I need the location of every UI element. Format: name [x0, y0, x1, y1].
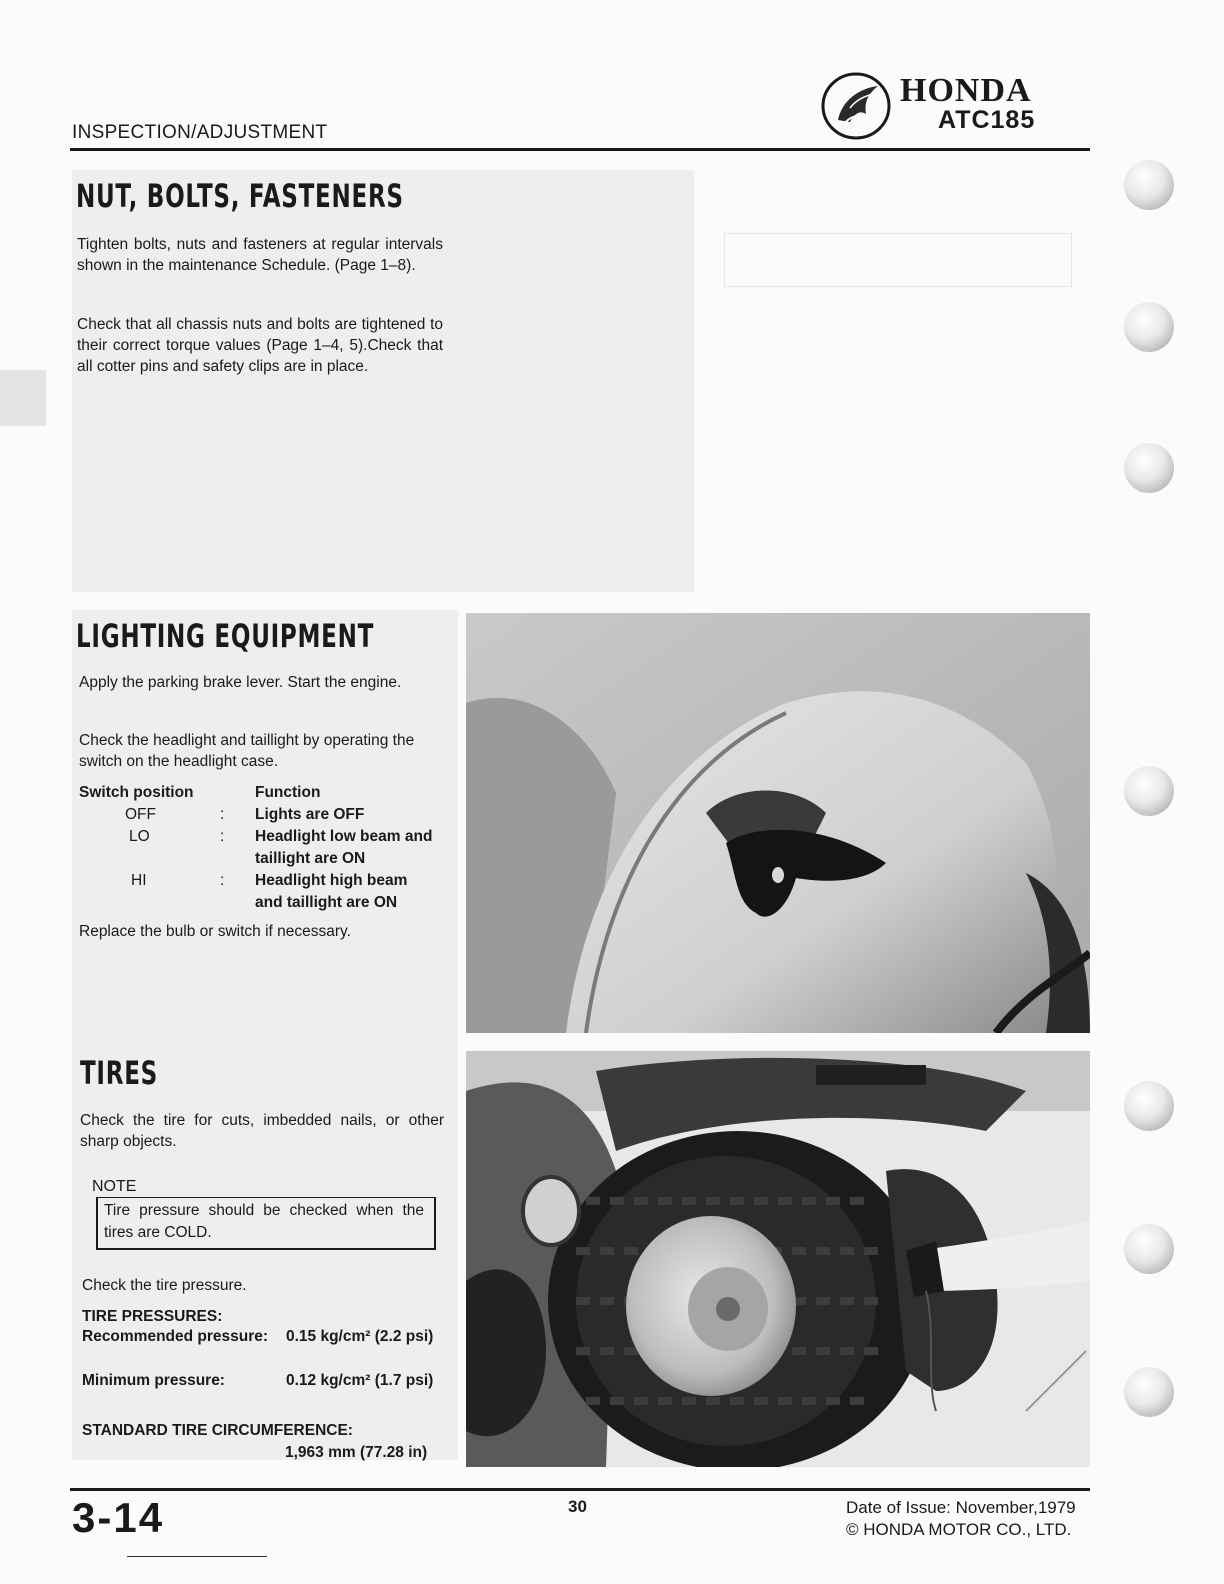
footer-rule [70, 1488, 1090, 1491]
switch-row-position: HI [131, 872, 147, 889]
brand-name: HONDA [900, 72, 1032, 109]
binder-hole [1124, 302, 1174, 352]
lighting-paragraph-1: Apply the parking brake lever. Start the engine. [79, 674, 402, 691]
switch-row-separator: : [220, 828, 225, 845]
lighting-replace-note: Replace the bulb or switch if necessary. [79, 923, 351, 940]
recommended-pressure-value: 0.15 kg/cm² (2.2 psi) [286, 1328, 434, 1345]
heading-lighting-equipment: LIGHTING EQUIPMENT [76, 617, 375, 655]
binder-hole [1124, 160, 1174, 210]
model-name: ATC185 [938, 106, 1036, 134]
nuts-paragraph-1: Tighten bolts, nuts and fasteners at regular intervals shown in the maintenance Schedule. (Page 1–8). [77, 236, 443, 274]
bleed-through-box [724, 233, 1072, 287]
binder-hole [1124, 1224, 1174, 1274]
lighting-paragraph-2: Check the headlight and taillight by operating the switch on the headlight case. [79, 732, 415, 770]
binder-hole [1124, 1367, 1174, 1417]
switch-row-separator: : [220, 806, 225, 823]
header-rule [70, 148, 1090, 151]
page-edge-tab [0, 370, 46, 426]
binder-hole [1124, 1081, 1174, 1131]
switch-row-function: Headlight high beam and taillight are ON [255, 872, 408, 911]
binder-hole [1124, 443, 1174, 493]
tires-check-pressure: Check the tire pressure. [82, 1277, 247, 1294]
switch-row-separator: : [220, 872, 225, 889]
switch-row-function: Lights are OFF [255, 806, 365, 823]
binder-hole [1124, 766, 1174, 816]
circumference-title: STANDARD TIRE CIRCUMFERENCE: [82, 1422, 353, 1439]
note-box [96, 1197, 436, 1250]
tire-pressures-title: TIRE PRESSURES: [82, 1308, 223, 1325]
heading-nuts-bolts: NUT, BOLTS, FASTENERS [76, 177, 404, 215]
minimum-pressure-value: 0.12 kg/cm² (1.7 psi) [286, 1372, 434, 1389]
copyright: © HONDA MOTOR CO., LTD. [846, 1520, 1072, 1539]
recommended-pressure-label: Recommended pressure: [82, 1328, 269, 1345]
switch-row-position: LO [129, 828, 150, 845]
headlight-switch-photo [466, 613, 1090, 1033]
nuts-paragraph-2: Check that all chassis nuts and bolts are tightened to their correct torque values (Page 1–4, 5).Check that all cotter pins and safety clips are in place. [77, 316, 443, 375]
minimum-pressure-label: Minimum pressure: [82, 1372, 225, 1389]
note-text: Tire pressure should be checked when the tires are COLD. [104, 1202, 424, 1241]
issue-date: Date of Issue: November,1979 [846, 1498, 1076, 1517]
tire-pressure-photo [466, 1051, 1090, 1467]
note-label: NOTE [92, 1178, 137, 1195]
switch-col-header-function: Function [255, 784, 321, 801]
footer-underline [127, 1556, 267, 1557]
switch-col-header-position: Switch position [79, 784, 194, 801]
honda-wing-logo-icon [820, 70, 892, 142]
section-label: INSPECTION/ADJUSTMENT [72, 122, 328, 143]
circumference-value: 1,963 mm (77.28 in) [285, 1444, 428, 1461]
heading-tires: TIRES [80, 1054, 158, 1092]
switch-row-position: OFF [125, 806, 156, 823]
page-number: 30 [568, 1497, 587, 1516]
switch-row-function: Headlight low beam and taillight are ON [255, 828, 433, 867]
page-code: 3-14 [72, 1494, 165, 1541]
tires-paragraph-1: Check the tire for cuts, imbedded nails, or other sharp objects. [80, 1112, 444, 1150]
